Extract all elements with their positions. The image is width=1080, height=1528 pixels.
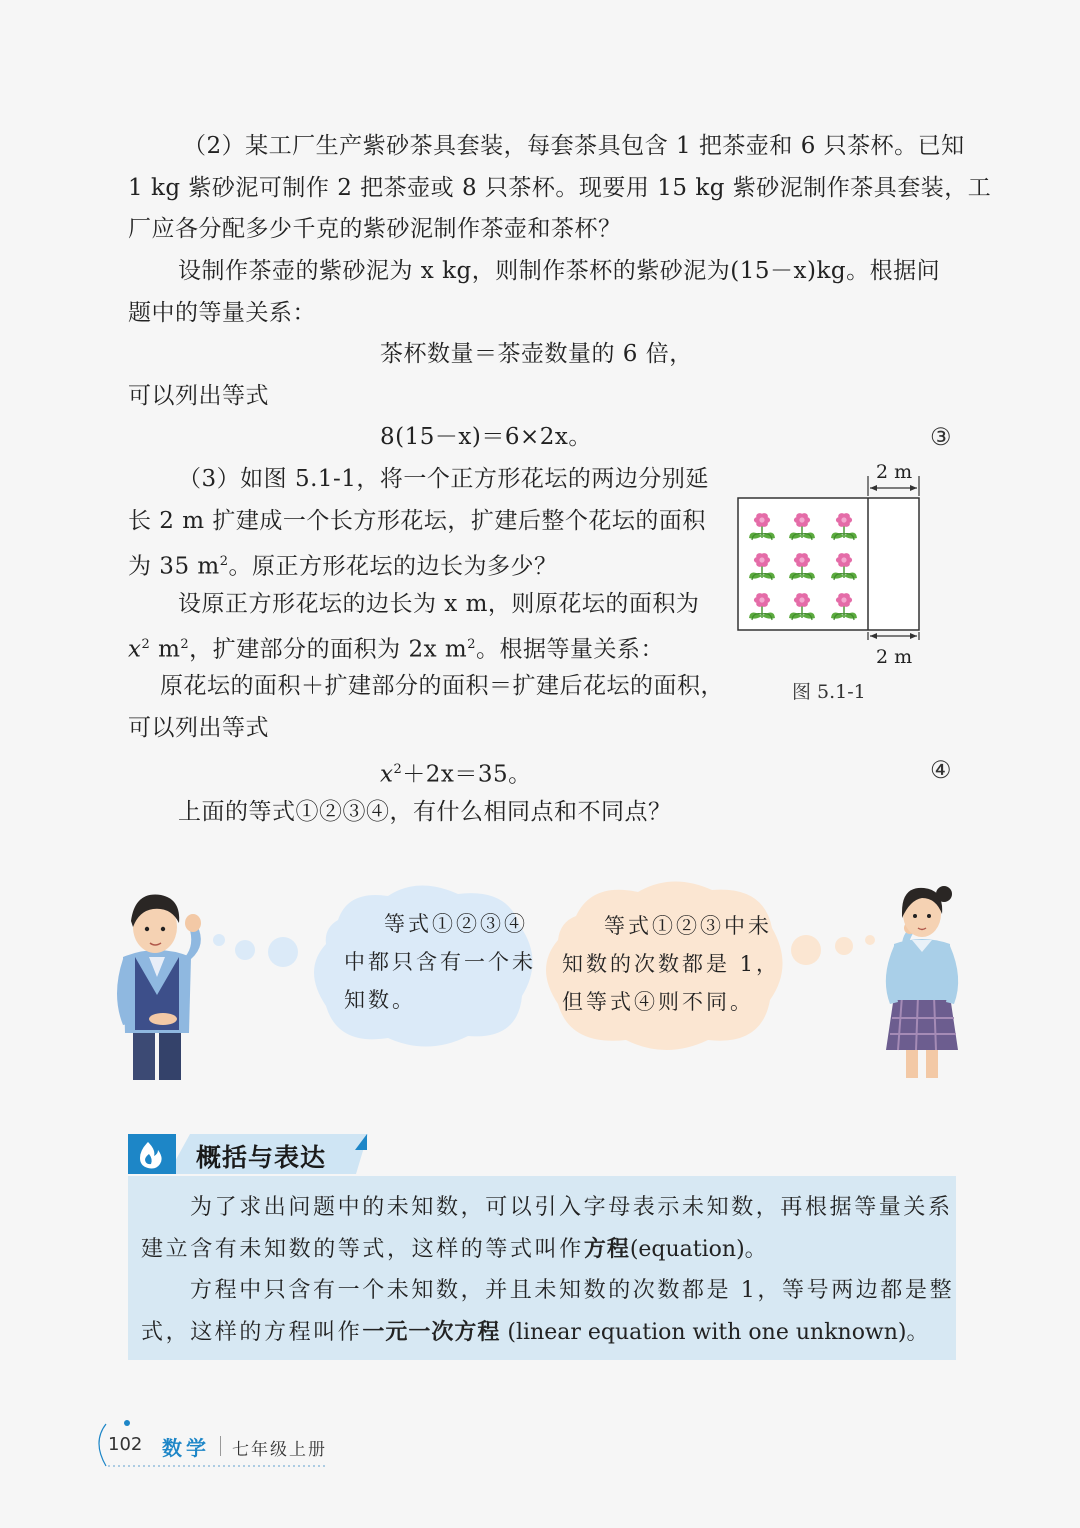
page-number: 102 (108, 1434, 143, 1455)
flame-icon (128, 1134, 176, 1174)
p3-line-3: 为 35 $m^2$。原正方形花坛的边长为多少？ (128, 553, 558, 580)
p3-line-6: 可以列出等式 (128, 715, 269, 741)
summary-header (128, 1134, 368, 1174)
left-bubble-line-1: 等式①②③④ (384, 912, 528, 936)
p3-line-1: （3）如图 5.1-1，将一个正方形花坛的两边分别延 (178, 466, 709, 492)
term-linear-equation: 一元一次方程 (362, 1320, 501, 1345)
p3-line-5: $x^2$ $m^2$，扩建部分的面积为 2x $m^2$。根据等量关系： (128, 636, 664, 663)
figure-flower-bed (730, 460, 930, 640)
p3-line-2: 长 2 m 扩建成一个长方形花坛，扩建后整个花坛的面积 (128, 508, 706, 534)
summary-line-1: 为了求出问题中的未知数，可以引入字母表示未知数，再根据等量关系 (190, 1195, 953, 1220)
equation-4-number: ④ (930, 756, 952, 784)
left-thought-dots (205, 930, 315, 970)
p2-line-5: 题中的等量关系： (128, 300, 316, 326)
footer-subject: 数学 (162, 1436, 210, 1460)
equation-4: $x^2+2x=35$。 (380, 761, 532, 788)
term-equation: 方程 (583, 1237, 630, 1262)
left-bubble-line-3: 知数。 (344, 988, 416, 1012)
p2-relation: 茶杯数量＝茶壶数量的 6 倍， (380, 341, 693, 367)
p3-relation: 原花坛的面积＋扩建部分的面积＝扩建后花坛的面积， (160, 673, 724, 699)
flower-bed-diagram (730, 460, 930, 640)
footer-book-title: 七年级上册 (232, 1440, 327, 1460)
right-thought-dots (784, 928, 884, 968)
boy-illustration (105, 885, 215, 1080)
footer-separator (220, 1436, 221, 1456)
summary-line-2: 建立含有未知数的等式，这样的等式叫作方程(equation)。 (141, 1237, 767, 1262)
p2-line-6: 可以列出等式 (128, 383, 269, 409)
p2-line-2: 1 kg 紫砂泥可制作 2 把茶壶或 8 只茶杯。现要用 15 kg 紫砂泥制作茶具套装，工 (128, 175, 992, 201)
equation-3: 8(15－x)＝6×2x。 (380, 424, 592, 450)
p2-line-1: （2）某工厂生产紫砂茶具套装，每套茶具包含 1 把茶壶和 6 只茶杯。已知 (183, 133, 965, 159)
question: 上面的等式①②③④，有什么相同点和不同点？ (178, 799, 672, 825)
summary-line-3: 方程中只含有一个未知数，并且未知数的次数都是 1，等号两边都是整 (190, 1278, 955, 1303)
girl-illustration (872, 878, 972, 1078)
figure-top-label: 2 m (876, 461, 913, 483)
p2-line-3: 厂应各分配多少千克的紫砂泥制作茶壶和茶杯？ (128, 216, 622, 242)
p2-line-4: 设制作茶壶的紫砂泥为 x kg，则制作茶杯的紫砂泥为(15－x)kg。根据问 (178, 258, 941, 284)
equation-3-number: ③ (930, 423, 952, 451)
figure-bottom-label: 2 m (876, 646, 913, 668)
summary-line-4: 式，这样的方程叫作一元一次方程 (linear equation with one unknown)。 (141, 1320, 929, 1345)
summary-title: 概括与表达 (196, 1143, 327, 1172)
figure-caption: 图 5.1-1 (792, 681, 866, 703)
left-bubble-line-2: 中都只含有一个未 (344, 950, 536, 974)
right-bubble-line-3: 但等式④则不同。 (562, 990, 754, 1014)
right-bubble-line-1: 等式①②③中未 (604, 914, 772, 938)
right-bubble-line-2: 知数的次数都是 1， (562, 952, 781, 976)
p3-line-4: 设原正方形花坛的边长为 x m，则原花坛的面积为 (178, 591, 700, 617)
